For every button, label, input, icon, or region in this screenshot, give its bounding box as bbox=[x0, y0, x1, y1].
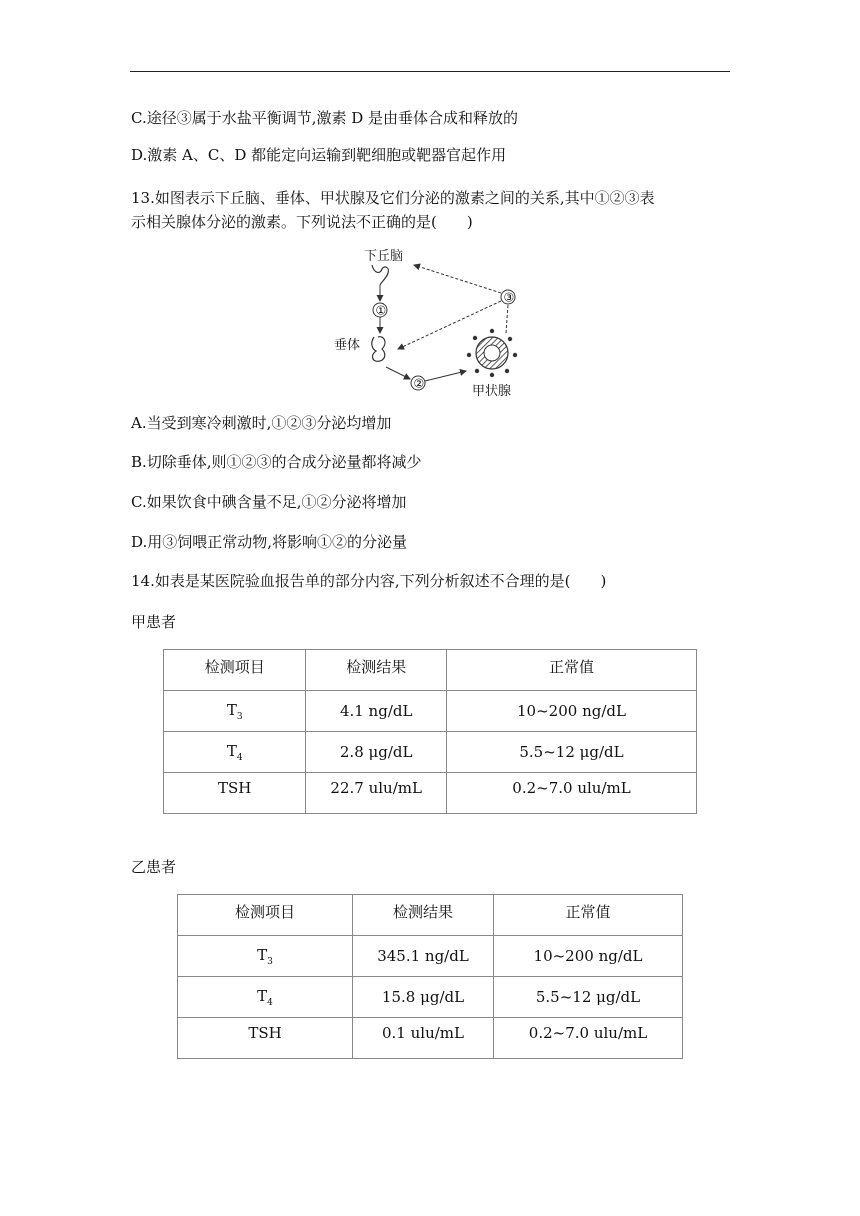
table-header-cell: 检测结果 bbox=[306, 650, 447, 691]
table-row bbox=[164, 773, 697, 814]
patient-a-table bbox=[163, 649, 697, 814]
table-header-cell: 正常值 bbox=[446, 650, 696, 691]
pituitary-shape bbox=[372, 337, 385, 362]
thyroid-label: 甲状腺 bbox=[472, 384, 512, 399]
q14-stem: 14.如表是某医院验血报告单的部分内容,下列分析叙述不合理的是( ) bbox=[131, 572, 607, 590]
normal-cell: 10~200 ng/dL bbox=[494, 936, 683, 977]
result-cell: 345.1 ng/dL bbox=[353, 936, 494, 977]
table-row bbox=[178, 1018, 683, 1059]
result-cell: 0.1 ulu/mL bbox=[353, 1018, 494, 1059]
table-row bbox=[164, 691, 697, 732]
q12-option-d: D.激素 A、C、D 都能定向运输到靶细胞或靶器官起作用 bbox=[131, 146, 507, 164]
hypothalamus-label: 下丘脑 bbox=[364, 249, 404, 264]
q12-option-c: C.途径③属于水盐平衡调节,激素 D 是由垂体合成和释放的 bbox=[131, 109, 519, 127]
table-header-cell: 检测项目 bbox=[178, 895, 353, 936]
patient-b-table bbox=[177, 894, 683, 1059]
patient-a-label: 甲患者 bbox=[131, 613, 177, 631]
table-header-cell: 正常值 bbox=[494, 895, 683, 936]
hormone3-label: ③ bbox=[503, 290, 515, 305]
item-cell: $T_3$ bbox=[164, 691, 306, 732]
result-cell: 2.8 μg/dL bbox=[306, 732, 447, 773]
result-cell: 22.7 ulu/mL bbox=[306, 773, 447, 814]
item-cell: TSH bbox=[164, 773, 306, 814]
item-cell: TSH bbox=[178, 1018, 353, 1059]
result-cell: 4.1 ng/dL bbox=[306, 691, 447, 732]
patient-b-label: 乙患者 bbox=[131, 858, 177, 876]
table-header-row bbox=[164, 650, 697, 691]
pituitary-label: 垂体 bbox=[334, 338, 361, 353]
hormone2-label: ② bbox=[413, 376, 425, 391]
item-cell: $T_4$ bbox=[178, 977, 353, 1018]
hormone-regulation-diagram bbox=[330, 245, 530, 400]
table-row bbox=[164, 732, 697, 773]
normal-cell: 5.5~12 μg/dL bbox=[494, 977, 683, 1018]
hormone1-label: ① bbox=[375, 303, 387, 318]
table-header-cell: 检测结果 bbox=[353, 895, 494, 936]
q13-option-a: A.当受到寒冷刺激时,①②③分泌均增加 bbox=[131, 414, 392, 432]
table-row bbox=[178, 977, 683, 1018]
item-cell: $T_3$ bbox=[178, 936, 353, 977]
q13-stem-line1: 13.如图表示下丘脑、垂体、甲状腺及它们分泌的激素之间的关系,其中①②③表 bbox=[131, 189, 655, 207]
normal-cell: 10~200 ng/dL bbox=[446, 691, 696, 732]
item-cell: $T_4$ bbox=[164, 732, 306, 773]
hypothalamus-shape bbox=[372, 265, 388, 285]
table-header-cell: 检测项目 bbox=[164, 650, 306, 691]
table-row bbox=[178, 936, 683, 977]
table-header-row bbox=[178, 895, 683, 936]
result-cell: 15.8 μg/dL bbox=[353, 977, 494, 1018]
q13-option-c: C.如果饮食中碘含量不足,①②分泌将增加 bbox=[131, 493, 407, 511]
q13-option-b: B.切除垂体,则①②③的合成分泌量都将减少 bbox=[131, 453, 422, 471]
header-rule bbox=[130, 71, 730, 72]
normal-cell: 5.5~12 μg/dL bbox=[446, 732, 696, 773]
q13-option-d: D.用③饲喂正常动物,将影响①②的分泌量 bbox=[131, 533, 408, 551]
q13-stem-line2: 示相关腺体分泌的激素。下列说法不正确的是( ) bbox=[131, 213, 473, 231]
normal-cell: 0.2~7.0 ulu/mL bbox=[446, 773, 696, 814]
thyroid-shape bbox=[467, 329, 517, 377]
normal-cell: 0.2~7.0 ulu/mL bbox=[494, 1018, 683, 1059]
